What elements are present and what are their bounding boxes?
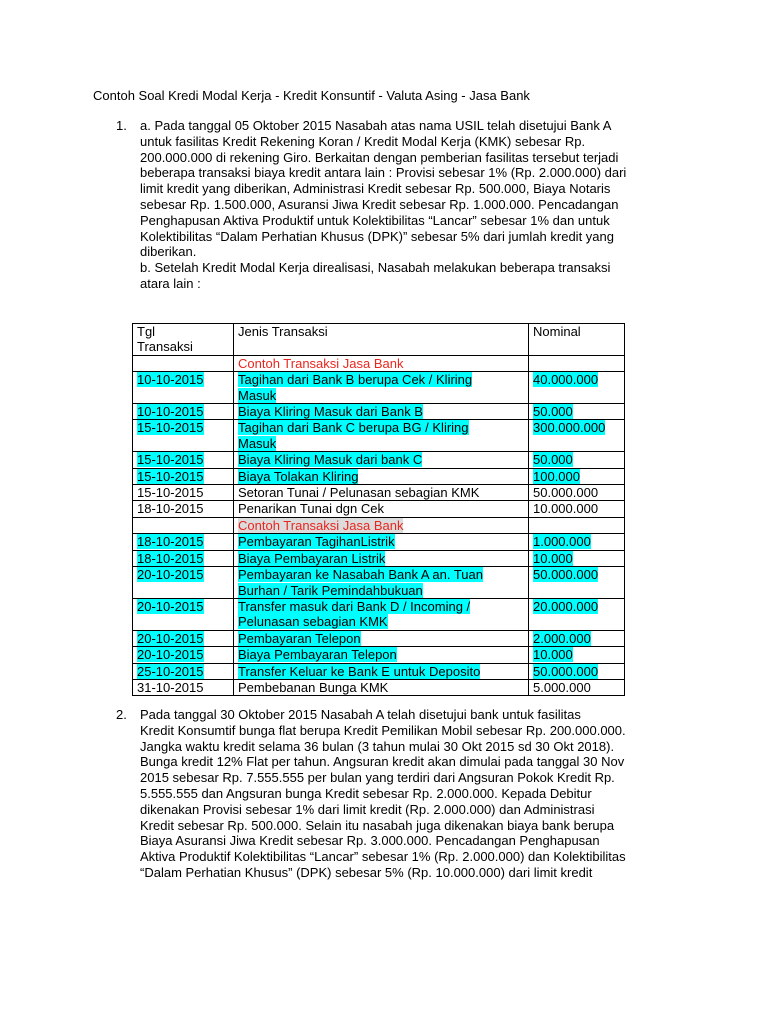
cell-amount (529, 663, 625, 679)
list-number: 2. (116, 707, 127, 722)
table-row (133, 452, 625, 468)
transaction-table (132, 323, 625, 696)
cell-amount-text: 50.000 (533, 404, 573, 420)
cell-type (234, 420, 529, 452)
page-title: Contoh Soal Kredi Modal Kerja - Kredit Konsuntif - Valuta Asing - Jasa Bank (93, 88, 530, 103)
text-line: untuk fasilitas Kredit Rekening Koran / Kredit Modal Kerja (KMK) sebesar Rp. (140, 133, 586, 149)
cell-date-text: 18-10-2015 (137, 501, 204, 517)
cell-type-text: Burhan / Tarik Pemindahbukuan (238, 582, 423, 598)
text-line: sebesar Rp. 1.500.000, Asuransi Jiwa Kredit sebesar Rp. 1.000.000. Pencadangan (140, 196, 619, 212)
cell-date (133, 404, 234, 420)
text-line: a. Pada tanggal 05 Oktober 2015 Nasabah atas nama USIL telah disetujui Bank A (140, 118, 612, 133)
table-row (133, 404, 625, 420)
cell-type-text: Masuk (238, 387, 277, 403)
cell-type-text: Penarikan Tunai dgn Cek (238, 501, 384, 517)
item-1-text (140, 118, 626, 292)
cell-date-text: 15-10-2015 (137, 468, 204, 484)
text-line: Jangka waktu kredit selama 36 bulan (3 tahun mulai 30 Okt 2015 sd 30 Okt 2018). (140, 738, 615, 754)
cell-type-text: Pembebanan Bunga KMK (238, 679, 389, 695)
list-number: 1. (116, 118, 127, 133)
table-row (133, 534, 625, 550)
table-body-2 (133, 517, 625, 695)
cell-date-text: 18-10-2015 (137, 534, 204, 550)
cell-amount (529, 468, 625, 484)
cell-amount (529, 567, 625, 599)
text-line: Biaya Asuransi Jiwa Kredit sebesar Rp. 3.000.000. Pencadangan Penghapusan (140, 833, 600, 849)
text-line: dikenakan Provisi sebesar 1% dari limit kredit (Rp. 2.000.000) dan Administrasi (140, 801, 595, 817)
cell-type (234, 534, 529, 550)
table-row (133, 468, 625, 484)
cell-type-text: Biaya Pembayaran Listrik (238, 550, 386, 566)
header-date: Tgl Transaksi (133, 324, 234, 356)
cell-date (133, 372, 234, 404)
table-row (133, 372, 625, 404)
text-line: Kredit Konsumtif bunga flat berupa Kredit Pemilikan Mobil sebesar Rp. 200.000.000. (140, 722, 626, 738)
cell-type (234, 679, 529, 695)
cell-date (133, 679, 234, 695)
cell-date (133, 663, 234, 679)
cell-amount-text: 10.000 (533, 550, 573, 566)
cell-amount-text: 50.000.000 (533, 485, 599, 501)
cell-amount (529, 420, 625, 452)
cell-amount (529, 501, 625, 517)
header-type: Jenis Transaksi (234, 324, 529, 356)
cell-type-text: Biaya Pembayaran Telepon (238, 647, 397, 663)
cell-type-text: Transfer Keluar ke Bank E untuk Deposito (238, 663, 481, 679)
cell-amount-text: 300.000.000 (533, 420, 606, 436)
cell-type-text: Tagihan dari Bank C berupa BG / Kliring (238, 420, 469, 436)
section-row (133, 517, 625, 533)
table-row (133, 630, 625, 646)
cell-amount-text: 50.000.000 (533, 663, 599, 679)
cell-amount-text: 100.000 (533, 468, 580, 484)
table-row (133, 501, 625, 517)
cell-type (234, 501, 529, 517)
text-line: b. Setelah Kredit Modal Kerja direalisasi, Nasabah melakukan beberapa transaksi (140, 260, 611, 276)
cell-type (234, 567, 529, 599)
cell-date (133, 534, 234, 550)
cell-amount (529, 598, 625, 630)
cell-date-text: 25-10-2015 (137, 663, 204, 679)
cell-amount-text: 2.000.000 (533, 630, 591, 646)
cell-type (234, 663, 529, 679)
cell-type-text: Tagihan dari Bank B berupa Cek / Kliring (238, 372, 473, 388)
text-line: Kolektibilitas “Dalam Perhatian Khusus (DPK)” sebesar 5% dari jumlah kredit yang (140, 228, 614, 244)
cell-date-text: 15-10-2015 (137, 485, 204, 501)
cell-amount (529, 485, 625, 501)
table-row (133, 663, 625, 679)
cell-date (133, 630, 234, 646)
cell-amount (529, 550, 625, 566)
cell-type (234, 598, 529, 630)
table-header-row (133, 324, 625, 356)
cell-amount-text: 20.000.000 (533, 598, 599, 614)
text-line: atara lain : (140, 275, 201, 291)
cell-type-text: Biaya Kliring Masuk dari Bank B (238, 404, 423, 420)
cell-type-text: Masuk (238, 435, 277, 451)
text-line: diberikan. (140, 244, 197, 260)
cell-date (133, 550, 234, 566)
cell-date (133, 420, 234, 452)
cell-amount-text: 40.000.000 (533, 372, 599, 388)
cell-amount-text: 10.000 (533, 647, 573, 663)
cell-date-text: 15-10-2015 (137, 420, 204, 436)
table-row (133, 647, 625, 663)
cell-amount (529, 404, 625, 420)
cell-amount-text: 5.000.000 (533, 679, 591, 695)
header-amount: Nominal (529, 324, 625, 356)
cell-type-text: Biaya Kliring Masuk dari bank C (238, 452, 423, 468)
cell-type-text: Pembayaran ke Nasabah Bank A an. Tuan (238, 567, 484, 583)
section-row (133, 355, 625, 371)
cell-type-text: Setoran Tunai / Pelunasan sebagian KMK (238, 485, 480, 501)
cell-type-text: Pelunasan sebagian KMK (238, 614, 388, 630)
cell-type (234, 550, 529, 566)
table-row (133, 485, 625, 501)
item-2-text (140, 707, 626, 881)
text-line: 5.555.555 dan Angsuran bunga Kredit sebesar Rp. 2.000.000. Kepada Debitur (140, 785, 592, 801)
cell-type-text: Transfer masuk dari Bank D / Incoming / (238, 598, 471, 614)
text-line: 2015 sebesar Rp. 7.555.555 per bulan yang terdiri dari Angsuran Pokok Kredit Rp. (140, 770, 615, 786)
text-line: beberapa transaksi biaya kredit antara lain : Provisi sebesar 1% (Rp. 2.000.000) dari (140, 165, 627, 181)
cell-amount-text: 1.000.000 (533, 534, 591, 550)
table-row (133, 567, 625, 599)
cell-date (133, 452, 234, 468)
cell-date (133, 647, 234, 663)
cell-date-text: 15-10-2015 (137, 452, 204, 468)
cell-date-text: 31-10-2015 (137, 679, 204, 695)
table-row (133, 679, 625, 695)
section-label: Contoh Transaksi Jasa Bank (238, 517, 404, 533)
cell-type-text: Biaya Tolakan Kliring (238, 468, 359, 484)
text-line: Bunga kredit 12% Flat per tahun. Angsuran kredit akan dimulai pada tanggal 30 Nov (140, 754, 625, 770)
cell-amount (529, 534, 625, 550)
cell-amount (529, 372, 625, 404)
cell-date-text: 10-10-2015 (137, 372, 204, 388)
cell-date-text: 18-10-2015 (137, 550, 204, 566)
cell-type (234, 647, 529, 663)
cell-date (133, 567, 234, 599)
cell-type-text: Pembayaran Telepon (238, 630, 361, 646)
cell-type (234, 468, 529, 484)
cell-date-text: 20-10-2015 (137, 630, 204, 646)
cell-date-text: 20-10-2015 (137, 598, 204, 614)
cell-date-text: 10-10-2015 (137, 404, 204, 420)
text-line: Aktiva Produktif Kolektibilitas “Lancar” sebesar 1% (Rp. 2.000.000) dan Kolektibilitas (140, 849, 626, 865)
cell-type (234, 404, 529, 420)
cell-amount-text: 50.000 (533, 452, 573, 468)
cell-type (234, 452, 529, 468)
table-row (133, 420, 625, 452)
cell-date (133, 501, 234, 517)
cell-amount (529, 452, 625, 468)
table-row (133, 598, 625, 630)
text-line: Pada tanggal 30 Oktober 2015 Nasabah A telah disetujui bank untuk fasilitas (140, 707, 581, 722)
cell-amount (529, 647, 625, 663)
cell-date (133, 598, 234, 630)
cell-date (133, 485, 234, 501)
cell-amount-text: 10.000.000 (533, 501, 599, 517)
cell-type (234, 485, 529, 501)
cell-date-text: 20-10-2015 (137, 567, 204, 583)
cell-amount (529, 679, 625, 695)
section-label: Contoh Transaksi Jasa Bank (238, 355, 404, 371)
cell-type (234, 372, 529, 404)
cell-date-text: 20-10-2015 (137, 647, 204, 663)
table-row (133, 550, 625, 566)
text-line: “Dalam Perhatian Khusus” (DPK) sebesar 5% (Rp. 10.000.000) dari limit kredit (140, 864, 593, 880)
text-line: Penghapusan Aktiva Produktif untuk Kolektibilitas “Lancar” sebesar 1% dan untuk (140, 212, 610, 228)
table-body-1 (133, 355, 625, 517)
text-line: 200.000.000 di rekening Giro. Berkaitan dengan pemberian fasilitas tersebut terjadi (140, 149, 619, 165)
text-line: limit kredit yang diberikan, Administrasi Kredit sebesar Rp. 500.000, Biaya Notaris (140, 181, 611, 197)
cell-amount (529, 630, 625, 646)
cell-type-text: Pembayaran TagihanListrik (238, 534, 395, 550)
cell-date (133, 468, 234, 484)
cell-type (234, 630, 529, 646)
cell-amount-text: 50.000.000 (533, 567, 599, 583)
text-line: Kredit sebesar Rp. 500.000. Selain itu nasabah juga dikenakan biaya bank berupa (140, 817, 615, 833)
